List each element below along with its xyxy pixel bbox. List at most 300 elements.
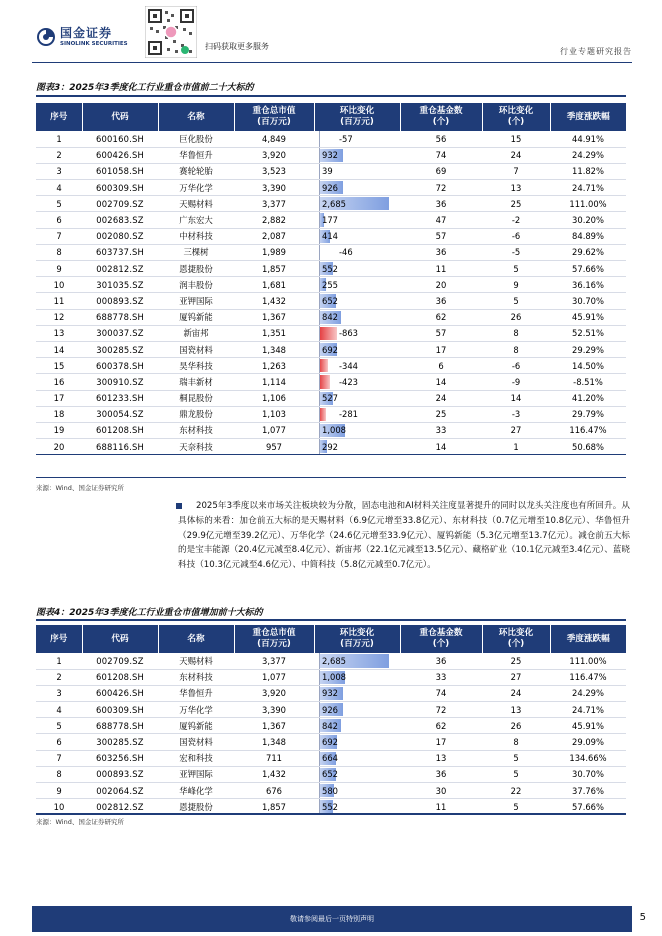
bar-axis — [319, 374, 320, 389]
table3-bottom-rule — [36, 477, 626, 478]
table4-cell-code: 002812.SZ — [82, 799, 158, 815]
table3-cell-funds: 69 — [400, 163, 482, 179]
table3-cell-code: 600160.SH — [82, 131, 158, 147]
table3-cell-code: 002683.SZ — [82, 212, 158, 228]
table-row — [36, 718, 626, 734]
table3-cell-no: 19 — [36, 422, 82, 438]
change-value: 664 — [322, 753, 338, 764]
change-value: 842 — [322, 312, 338, 323]
table3-cell-funds: 57 — [400, 325, 482, 341]
change-value: 292 — [322, 441, 338, 452]
table3-cell-fchg: -5 — [482, 244, 550, 260]
table4-cell-funds: 72 — [400, 702, 482, 718]
table3-cell-mv: 3,920 — [234, 147, 314, 163]
table3-cell-code: 601233.SH — [82, 390, 158, 406]
table3-cell-name: 华鲁恒升 — [158, 147, 234, 163]
logo-chinese-name: 国金证券 — [60, 26, 113, 40]
table3-cell-ret: 57.66% — [550, 261, 626, 277]
table4-header-cell: 重仓基金数 (个) — [400, 625, 482, 653]
bar-axis — [319, 358, 320, 373]
table3-cell-name: 瑞丰新材 — [158, 374, 234, 390]
bar-axis — [319, 439, 320, 454]
change-bar-cell — [314, 718, 400, 734]
negative-change-bar — [319, 359, 328, 372]
table4-cell-no: 2 — [36, 669, 82, 685]
table4-cell-no: 10 — [36, 799, 82, 815]
change-value: 2,685 — [322, 198, 346, 209]
table4-cell-fchg: 13 — [482, 702, 550, 718]
negative-change-bar — [319, 408, 326, 421]
table3-cell-code: 600378.SH — [82, 358, 158, 374]
table-row — [36, 358, 626, 374]
table4-cell-mv: 1,077 — [234, 669, 314, 685]
table4-cell-mv: 676 — [234, 783, 314, 799]
table3-cell-mv: 3,390 — [234, 180, 314, 196]
table3-cell-ret: -8.51% — [550, 374, 626, 390]
table3-cell-name: 昊华科技 — [158, 358, 234, 374]
bar-axis — [319, 391, 320, 406]
change-bar-cell — [314, 228, 400, 244]
table3-cell-code: 688116.SH — [82, 439, 158, 455]
table3-cell-no: 8 — [36, 244, 82, 260]
table-row — [36, 261, 626, 277]
table3-header-row — [36, 103, 626, 131]
table3-cell-mv: 1,351 — [234, 325, 314, 341]
table4-cell-code: 603256.SH — [82, 750, 158, 766]
table4-cell-name: 华峰化学 — [158, 783, 234, 799]
table3-cell-no: 18 — [36, 406, 82, 422]
table3-cell-funds: 11 — [400, 261, 482, 277]
table3-cell-code: 600309.SH — [82, 180, 158, 196]
change-bar-cell — [314, 750, 400, 766]
table3-cell-fchg: -6 — [482, 228, 550, 244]
table4-cell-mv: 1,367 — [234, 718, 314, 734]
table3-cell-funds: 36 — [400, 196, 482, 212]
table4-cell-funds: 74 — [400, 685, 482, 701]
table4-cell-fchg: 5 — [482, 799, 550, 815]
change-value: 2,685 — [322, 655, 346, 666]
table3-header-cell: 代码 — [82, 103, 158, 131]
table4-header-cell: 名称 — [158, 625, 234, 653]
table4 — [36, 625, 626, 815]
table3-cell-mv: 957 — [234, 439, 314, 455]
table3-header-cell: 重仓总市值 (百万元) — [234, 103, 314, 131]
table4-cell-mv: 1,348 — [234, 734, 314, 750]
table3-title-rule — [36, 95, 626, 97]
table-row — [36, 309, 626, 325]
table3-cell-mv: 1,681 — [234, 277, 314, 293]
table-row — [36, 439, 626, 455]
footer-bar — [32, 906, 632, 932]
table4-cell-code: 002064.SZ — [82, 783, 158, 799]
change-bar-cell — [314, 293, 400, 309]
change-value: 926 — [322, 704, 338, 715]
qr-code-icon[interactable] — [145, 6, 197, 58]
change-bar-cell — [314, 196, 400, 212]
bar-axis — [319, 148, 320, 163]
table4-cell-name: 国瓷材料 — [158, 734, 234, 750]
table4-cell-ret: 29.09% — [550, 734, 626, 750]
table3-cell-mv: 1,077 — [234, 422, 314, 438]
change-value: 652 — [322, 295, 338, 306]
change-value: 692 — [322, 344, 338, 355]
table4-cell-ret: 116.47% — [550, 669, 626, 685]
bar-axis — [319, 326, 320, 341]
table3-cell-funds: 47 — [400, 212, 482, 228]
change-value: 842 — [322, 720, 338, 731]
table-row — [36, 325, 626, 341]
bar-axis — [319, 407, 320, 422]
table3-cell-no: 11 — [36, 293, 82, 309]
change-bar-cell — [314, 406, 400, 422]
table3-cell-name: 万华化学 — [158, 180, 234, 196]
table4-cell-no: 4 — [36, 702, 82, 718]
negative-change-bar — [319, 327, 337, 340]
table3-cell-mv: 1,432 — [234, 293, 314, 309]
table4-cell-ret: 45.91% — [550, 718, 626, 734]
table4-cell-code: 300285.SZ — [82, 734, 158, 750]
change-bar-cell — [314, 702, 400, 718]
table3-cell-funds: 72 — [400, 180, 482, 196]
table3-cell-mv: 3,523 — [234, 163, 314, 179]
table3-cell-name: 广东宏大 — [158, 212, 234, 228]
table-row — [36, 244, 626, 260]
bar-axis — [319, 277, 320, 292]
table3-cell-fchg: 5 — [482, 293, 550, 309]
change-bar-cell — [314, 244, 400, 260]
table4-cell-fchg: 22 — [482, 783, 550, 799]
table3-cell-no: 1 — [36, 131, 82, 147]
change-bar-cell — [314, 341, 400, 357]
report-type-label: 行业专题研究报告 — [560, 47, 632, 56]
table3-cell-ret: 45.91% — [550, 309, 626, 325]
table3-cell-ret: 116.47% — [550, 422, 626, 438]
scan-qr-text: 扫码获取更多服务 — [205, 42, 269, 51]
table4-header-cell: 代码 — [82, 625, 158, 653]
table3-cell-ret: 30.70% — [550, 293, 626, 309]
table3-cell-mv: 1,989 — [234, 244, 314, 260]
table4-cell-funds: 36 — [400, 766, 482, 782]
table4-cell-ret: 37.76% — [550, 783, 626, 799]
table4-cell-funds: 33 — [400, 669, 482, 685]
table-row — [36, 653, 626, 669]
table3-cell-no: 20 — [36, 439, 82, 455]
table4-cell-no: 7 — [36, 750, 82, 766]
table4-body — [36, 653, 626, 815]
table3-cell-fchg: 15 — [482, 131, 550, 147]
bar-axis — [319, 670, 320, 685]
table4-cell-mv: 3,377 — [234, 653, 314, 669]
table3-cell-ret: 29.62% — [550, 244, 626, 260]
change-value: 39 — [322, 166, 333, 177]
table3-cell-funds: 24 — [400, 390, 482, 406]
table3-cell-name: 桐昆股份 — [158, 390, 234, 406]
table3-cell-mv: 1,857 — [234, 261, 314, 277]
table3-cell-fchg: 5 — [482, 261, 550, 277]
change-bar-cell — [314, 147, 400, 163]
table-row — [36, 783, 626, 799]
bar-axis — [319, 342, 320, 357]
change-value: 652 — [322, 769, 338, 780]
table4-cell-name: 恩捷股份 — [158, 799, 234, 815]
change-bar-cell — [314, 131, 400, 147]
table3-cell-mv: 1,114 — [234, 374, 314, 390]
table3-cell-ret: 11.82% — [550, 163, 626, 179]
table3-cell-funds: 17 — [400, 341, 482, 357]
table-row — [36, 669, 626, 685]
change-bar-cell — [314, 358, 400, 374]
table4-cell-code: 000893.SZ — [82, 766, 158, 782]
change-value: 1,008 — [322, 425, 346, 436]
table3-cell-ret: 29.29% — [550, 341, 626, 357]
table4-cell-ret: 57.66% — [550, 799, 626, 815]
table4-title-rule — [36, 619, 626, 621]
table3-body — [36, 131, 626, 455]
change-bar-cell — [314, 374, 400, 390]
bar-axis — [319, 180, 320, 195]
bar-axis — [319, 423, 320, 438]
table4-cell-ret: 24.71% — [550, 702, 626, 718]
table3-cell-name: 中材科技 — [158, 228, 234, 244]
table3-cell-name: 赛轮轮胎 — [158, 163, 234, 179]
table4-cell-no: 6 — [36, 734, 82, 750]
table3-cell-no: 14 — [36, 341, 82, 357]
table4-cell-fchg: 5 — [482, 766, 550, 782]
table4-cell-no: 3 — [36, 685, 82, 701]
table3-cell-ret: 29.79% — [550, 406, 626, 422]
table4-cell-name: 亚钾国际 — [158, 766, 234, 782]
table4-title: 图表4：2025年3季度化工行业重仓市值增加前十大标的 — [36, 608, 263, 618]
table-row — [36, 374, 626, 390]
table3-cell-ret: 44.91% — [550, 131, 626, 147]
table4-cell-funds: 13 — [400, 750, 482, 766]
table3-cell-fchg: 9 — [482, 277, 550, 293]
table3-cell-ret: 111.00% — [550, 196, 626, 212]
change-value: 932 — [322, 150, 338, 161]
table3-source: 来源：Wind、国金证券研究所 — [36, 484, 124, 492]
bar-axis — [319, 702, 320, 717]
table-row — [36, 406, 626, 422]
change-bar-cell — [314, 390, 400, 406]
table-row — [36, 277, 626, 293]
bar-axis — [319, 767, 320, 782]
table3-cell-name: 亚钾国际 — [158, 293, 234, 309]
table3-cell-no: 6 — [36, 212, 82, 228]
table4-header-row — [36, 625, 626, 653]
table3-cell-ret: 36.16% — [550, 277, 626, 293]
table4-cell-fchg: 25 — [482, 653, 550, 669]
bar-axis — [319, 212, 320, 227]
table4-cell-mv: 3,920 — [234, 685, 314, 701]
bar-axis — [319, 783, 320, 798]
table3-cell-no: 4 — [36, 180, 82, 196]
table3-cell-funds: 74 — [400, 147, 482, 163]
footer-disclaimer: 敬请参阅最后一页特别声明 — [290, 915, 374, 923]
table3-cell-name: 三棵树 — [158, 244, 234, 260]
table4-cell-mv: 1,857 — [234, 799, 314, 815]
change-bar-cell — [314, 669, 400, 685]
table4-cell-ret: 24.29% — [550, 685, 626, 701]
table4-cell-funds: 62 — [400, 718, 482, 734]
table4-cell-funds: 30 — [400, 783, 482, 799]
table4-cell-ret: 134.66% — [550, 750, 626, 766]
table3-cell-fchg: -9 — [482, 374, 550, 390]
table-row — [36, 750, 626, 766]
table4-cell-fchg: 27 — [482, 669, 550, 685]
table4-cell-funds: 36 — [400, 653, 482, 669]
change-value: -344 — [339, 360, 359, 371]
table3-header-cell: 名称 — [158, 103, 234, 131]
table3-cell-fchg: 8 — [482, 341, 550, 357]
table3-cell-mv: 1,106 — [234, 390, 314, 406]
table3-cell-code: 300285.SZ — [82, 341, 158, 357]
table3-cell-funds: 14 — [400, 439, 482, 455]
change-value: -281 — [339, 409, 359, 420]
bar-axis — [319, 196, 320, 211]
table3-cell-mv: 1,263 — [234, 358, 314, 374]
change-bar-cell — [314, 766, 400, 782]
table4-cell-code: 601208.SH — [82, 669, 158, 685]
table3-cell-ret: 24.29% — [550, 147, 626, 163]
table-row — [36, 196, 626, 212]
table3-cell-code: 300054.SZ — [82, 406, 158, 422]
table3-cell-fchg: -6 — [482, 358, 550, 374]
change-bar-cell — [314, 180, 400, 196]
table3-header-cell: 序号 — [36, 103, 82, 131]
table4-cell-code: 600426.SH — [82, 685, 158, 701]
table3-cell-no: 17 — [36, 390, 82, 406]
bar-axis — [319, 229, 320, 244]
table3-cell-name: 厦钨新能 — [158, 309, 234, 325]
table4-cell-name: 天赐材料 — [158, 653, 234, 669]
table4-header-cell: 重仓总市值 (百万元) — [234, 625, 314, 653]
table3-cell-code: 601058.SH — [82, 163, 158, 179]
table4-cell-funds: 11 — [400, 799, 482, 815]
table3-cell-mv: 1,367 — [234, 309, 314, 325]
table3-cell-fchg: 27 — [482, 422, 550, 438]
negative-change-bar — [319, 375, 330, 388]
table3-cell-ret: 52.51% — [550, 325, 626, 341]
table-row — [36, 341, 626, 357]
table-row — [36, 422, 626, 438]
table3-cell-code: 000893.SZ — [82, 293, 158, 309]
table4-cell-fchg: 8 — [482, 734, 550, 750]
page-number: 5 — [639, 912, 646, 923]
table3 — [36, 103, 626, 455]
table4-cell-name: 万华化学 — [158, 702, 234, 718]
table-row — [36, 702, 626, 718]
bar-axis — [319, 653, 320, 669]
bar-axis — [319, 751, 320, 766]
table3-cell-name: 新宙邦 — [158, 325, 234, 341]
table3-cell-no: 10 — [36, 277, 82, 293]
table3-cell-code: 600426.SH — [82, 147, 158, 163]
table3-header-cell: 季度涨跌幅 — [550, 103, 626, 131]
table3-cell-fchg: 14 — [482, 390, 550, 406]
logo-english-name: SINOLINK SECURITIES — [60, 41, 128, 47]
table4-header-cell: 环比变化 (个) — [482, 625, 550, 653]
table3-cell-no: 7 — [36, 228, 82, 244]
table3-cell-mv: 2,882 — [234, 212, 314, 228]
table3-cell-no: 13 — [36, 325, 82, 341]
table3-cell-ret: 24.71% — [550, 180, 626, 196]
change-value: -57 — [339, 133, 353, 144]
change-bar-cell — [314, 685, 400, 701]
change-bar-cell — [314, 325, 400, 341]
change-value: 932 — [322, 688, 338, 699]
table4-cell-name: 华鲁恒升 — [158, 685, 234, 701]
change-bar-cell — [314, 309, 400, 325]
table3-cell-no: 2 — [36, 147, 82, 163]
table4-cell-mv: 3,390 — [234, 702, 314, 718]
table3-cell-fchg: 25 — [482, 196, 550, 212]
change-bar-cell — [314, 212, 400, 228]
table3-cell-name: 恩捷股份 — [158, 261, 234, 277]
change-bar-cell — [314, 261, 400, 277]
table3-cell-name: 润丰股份 — [158, 277, 234, 293]
table4-header-cell: 序号 — [36, 625, 82, 653]
table3-cell-code: 002080.SZ — [82, 228, 158, 244]
table3-cell-name: 巨化股份 — [158, 131, 234, 147]
change-value: -46 — [339, 247, 353, 258]
table3-cell-fchg: 1 — [482, 439, 550, 455]
table3-cell-funds: 6 — [400, 358, 482, 374]
change-value: 552 — [322, 801, 338, 812]
table3-cell-funds: 56 — [400, 131, 482, 147]
table4-cell-name: 厦钨新能 — [158, 718, 234, 734]
table3-cell-fchg: 24 — [482, 147, 550, 163]
table3-cell-no: 9 — [36, 261, 82, 277]
table-row — [36, 147, 626, 163]
table4-cell-funds: 17 — [400, 734, 482, 750]
change-value: 527 — [322, 393, 338, 404]
table4-cell-ret: 111.00% — [550, 653, 626, 669]
table3-cell-code: 300037.SZ — [82, 325, 158, 341]
page-header — [0, 0, 662, 62]
table3-title: 图表3：2025年3季度化工行业重仓市值前二十大标的 — [36, 83, 254, 93]
table3-cell-mv: 1,103 — [234, 406, 314, 422]
table3-cell-funds: 57 — [400, 228, 482, 244]
table-row — [36, 293, 626, 309]
change-value: -423 — [339, 376, 359, 387]
change-value: 255 — [322, 279, 338, 290]
table3-cell-code: 603737.SH — [82, 244, 158, 260]
change-value: -863 — [339, 328, 359, 339]
change-bar-cell — [314, 422, 400, 438]
table3-cell-no: 12 — [36, 309, 82, 325]
bar-axis — [319, 245, 320, 260]
table3-cell-funds: 20 — [400, 277, 482, 293]
bar-axis — [319, 164, 320, 179]
table3-cell-code: 300910.SZ — [82, 374, 158, 390]
table3-cell-ret: 50.68% — [550, 439, 626, 455]
table4-source: 来源：Wind、国金证券研究所 — [36, 818, 124, 826]
table3-cell-funds: 25 — [400, 406, 482, 422]
table3-cell-funds: 36 — [400, 293, 482, 309]
table3-cell-no: 3 — [36, 163, 82, 179]
change-bar-cell — [314, 653, 400, 669]
table-row — [36, 180, 626, 196]
header-divider — [32, 62, 632, 63]
table4-header-cell: 季度涨跌幅 — [550, 625, 626, 653]
table-row — [36, 131, 626, 147]
change-value: 177 — [322, 215, 338, 226]
table4-cell-fchg: 26 — [482, 718, 550, 734]
table-row — [36, 390, 626, 406]
table3-cell-fchg: 8 — [482, 325, 550, 341]
table3-cell-fchg: 7 — [482, 163, 550, 179]
table3-cell-mv: 2,087 — [234, 228, 314, 244]
